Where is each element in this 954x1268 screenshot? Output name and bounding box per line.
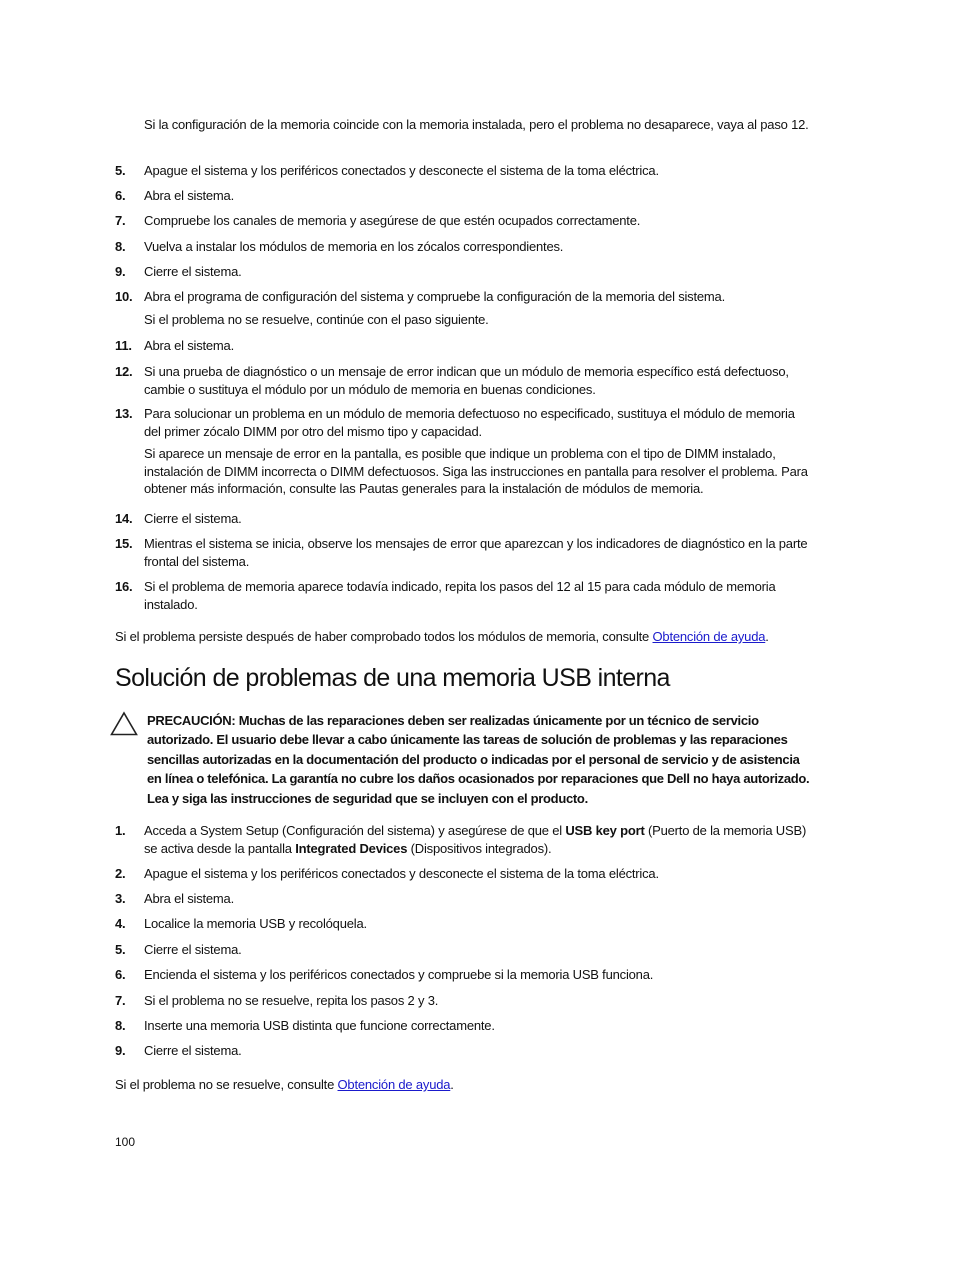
step-text: Abra el sistema. [144,338,235,353]
step-text: Vuelva a instalar los módulos de memoria en los zócalos correspondientes. [144,239,564,254]
step-number: 11. [115,338,132,353]
step-text: Cierre el sistema. [144,264,242,279]
help-link[interactable]: Obtención de ayuda [337,1077,451,1092]
step-text: Si el problema de memoria aparece todavía indicado, repita los pasos del 12 al 15 para cada módulo de memoria instalado. [144,579,776,612]
step-number: 8. [115,1018,126,1033]
step-number: 9. [115,264,126,279]
step-number: 6. [115,188,126,203]
usb-key-port-label: USB key port [565,823,645,838]
warning-triangle-icon [110,711,138,737]
step-text: Localice la memoria USB y recolóquela. [144,916,367,931]
step-13-note: Si aparece un mensaje de error en la pantalla, es posible que indique un problema con el tipo de DIMM instalado, instalación de DIMM incorrecta o DIMM defectuosos. Siga las instrucciones en pantalla para resolver el problema. Para obtener más información, consulte las Pautas generales para la instalación de módulos de memoria. [144,446,808,496]
closing-paragraph-a [115,628,815,646]
closing-paragraph-b [115,1076,815,1094]
section-heading: Solución de problemas de una memoria USB interna [115,664,670,692]
step-text: Compruebe los canales de memoria y asegúrese de que estén ocupados correctamente. [144,213,641,228]
step-number: 7. [115,213,126,228]
step-number: 4. [115,916,126,931]
step-text-part: (Puerto de la memoria USB) se activa desde la pantalla [144,823,807,856]
step-text-part: (Dispositivos integrados). [407,840,552,856]
step-text: Si una prueba de diagnóstico o un mensaje de error indican que un módulo de memoria específico está defectuoso, cambie o sustituya el módulo por un módulo de memoria en buenas condiciones. [144,364,789,397]
step-text: Cierre el sistema. [144,942,242,957]
step-number: 13. [115,406,133,421]
step-number: 9. [115,1043,126,1058]
step-text: Apague el sistema y los periféricos conectados y desconecte el sistema de la toma eléctrica. [144,866,659,881]
step-number: 6. [115,967,126,982]
step-number: 15. [115,536,133,551]
step-number: 1. [115,823,126,838]
step-text: Abra el programa de configuración del sistema y compruebe la configuración de la memoria del sistema. [144,289,725,304]
step-number: 14. [115,511,133,526]
caution-text: PRECAUCIÓN: Muchas de las reparaciones deben ser realizadas únicamente por un técnico de servicio autorizado. El usuario debe llevar a cabo únicamente las tareas de solución de problemas y las reparaciones sencillas autorizadas en la documentación del producto o indicadas por el personal de servicio y de asistencia en línea o telefónica. La garantía no cubre los daños ocasionados por reparaciones que Dell no haya autorizado. Lea y siga las instrucciones de seguridad que se incluyen con el producto. [147,713,810,806]
closing-suffix: . [450,1077,454,1092]
step-number: 2. [115,866,126,881]
step-text: Apague el sistema y los periféricos conectados y desconecte el sistema de la toma eléctrica. [144,163,659,178]
step-number: 5. [115,942,126,957]
step-text: Cierre el sistema. [144,511,242,526]
intro-paragraph: Si la configuración de la memoria coincide con la memoria instalada, pero el problema no desaparece, vaya al paso 12. [144,117,809,132]
step-text: Abra el sistema. [144,891,235,906]
closing-suffix: . [765,629,769,644]
step-number: 12. [115,364,133,379]
closing-text: Si el problema persiste después de haber comprobado todos los módulos de memoria, consulte [115,629,653,644]
step-number: 7. [115,993,126,1008]
help-link[interactable]: Obtención de ayuda [652,629,766,644]
step-number: 8. [115,239,126,254]
step-text-part: Acceda a System Setup (Configuración del sistema) y asegúrese de que el [144,823,566,838]
step-number: 3. [115,891,126,906]
step-text: Encienda el sistema y los periféricos conectados y compruebe si la memoria USB funciona. [144,967,654,982]
step-text [144,822,812,857]
closing-text: Si el problema no se resuelve, consulte [115,1077,338,1092]
step-text: Si el problema no se resuelve, repita los pasos 2 y 3. [144,993,439,1008]
step-text: Abra el sistema. [144,188,235,203]
step-number: 10. [115,289,133,304]
page-number: 100 [115,1135,136,1149]
step-number: 5. [115,163,126,178]
step-text: Cierre el sistema. [144,1043,242,1058]
integrated-devices-label: Integrated Devices [295,840,408,856]
step-text: Inserte una memoria USB distinta que funcione correctamente. [144,1018,495,1033]
step-10-note: Si el problema no se resuelve, continúe con el paso siguiente. [144,312,489,327]
step-text: Para solucionar un problema en un módulo de memoria defectuoso no especificado, sustituya el módulo de memoria del primer zócalo DIMM por otro del mismo tipo y capacidad. [144,406,795,439]
step-text: Mientras el sistema se inicia, observe los mensajes de error que aparezcan y los indicadores de diagnóstico en la parte frontal del sistema. [144,536,808,569]
step-number: 16. [115,579,133,594]
